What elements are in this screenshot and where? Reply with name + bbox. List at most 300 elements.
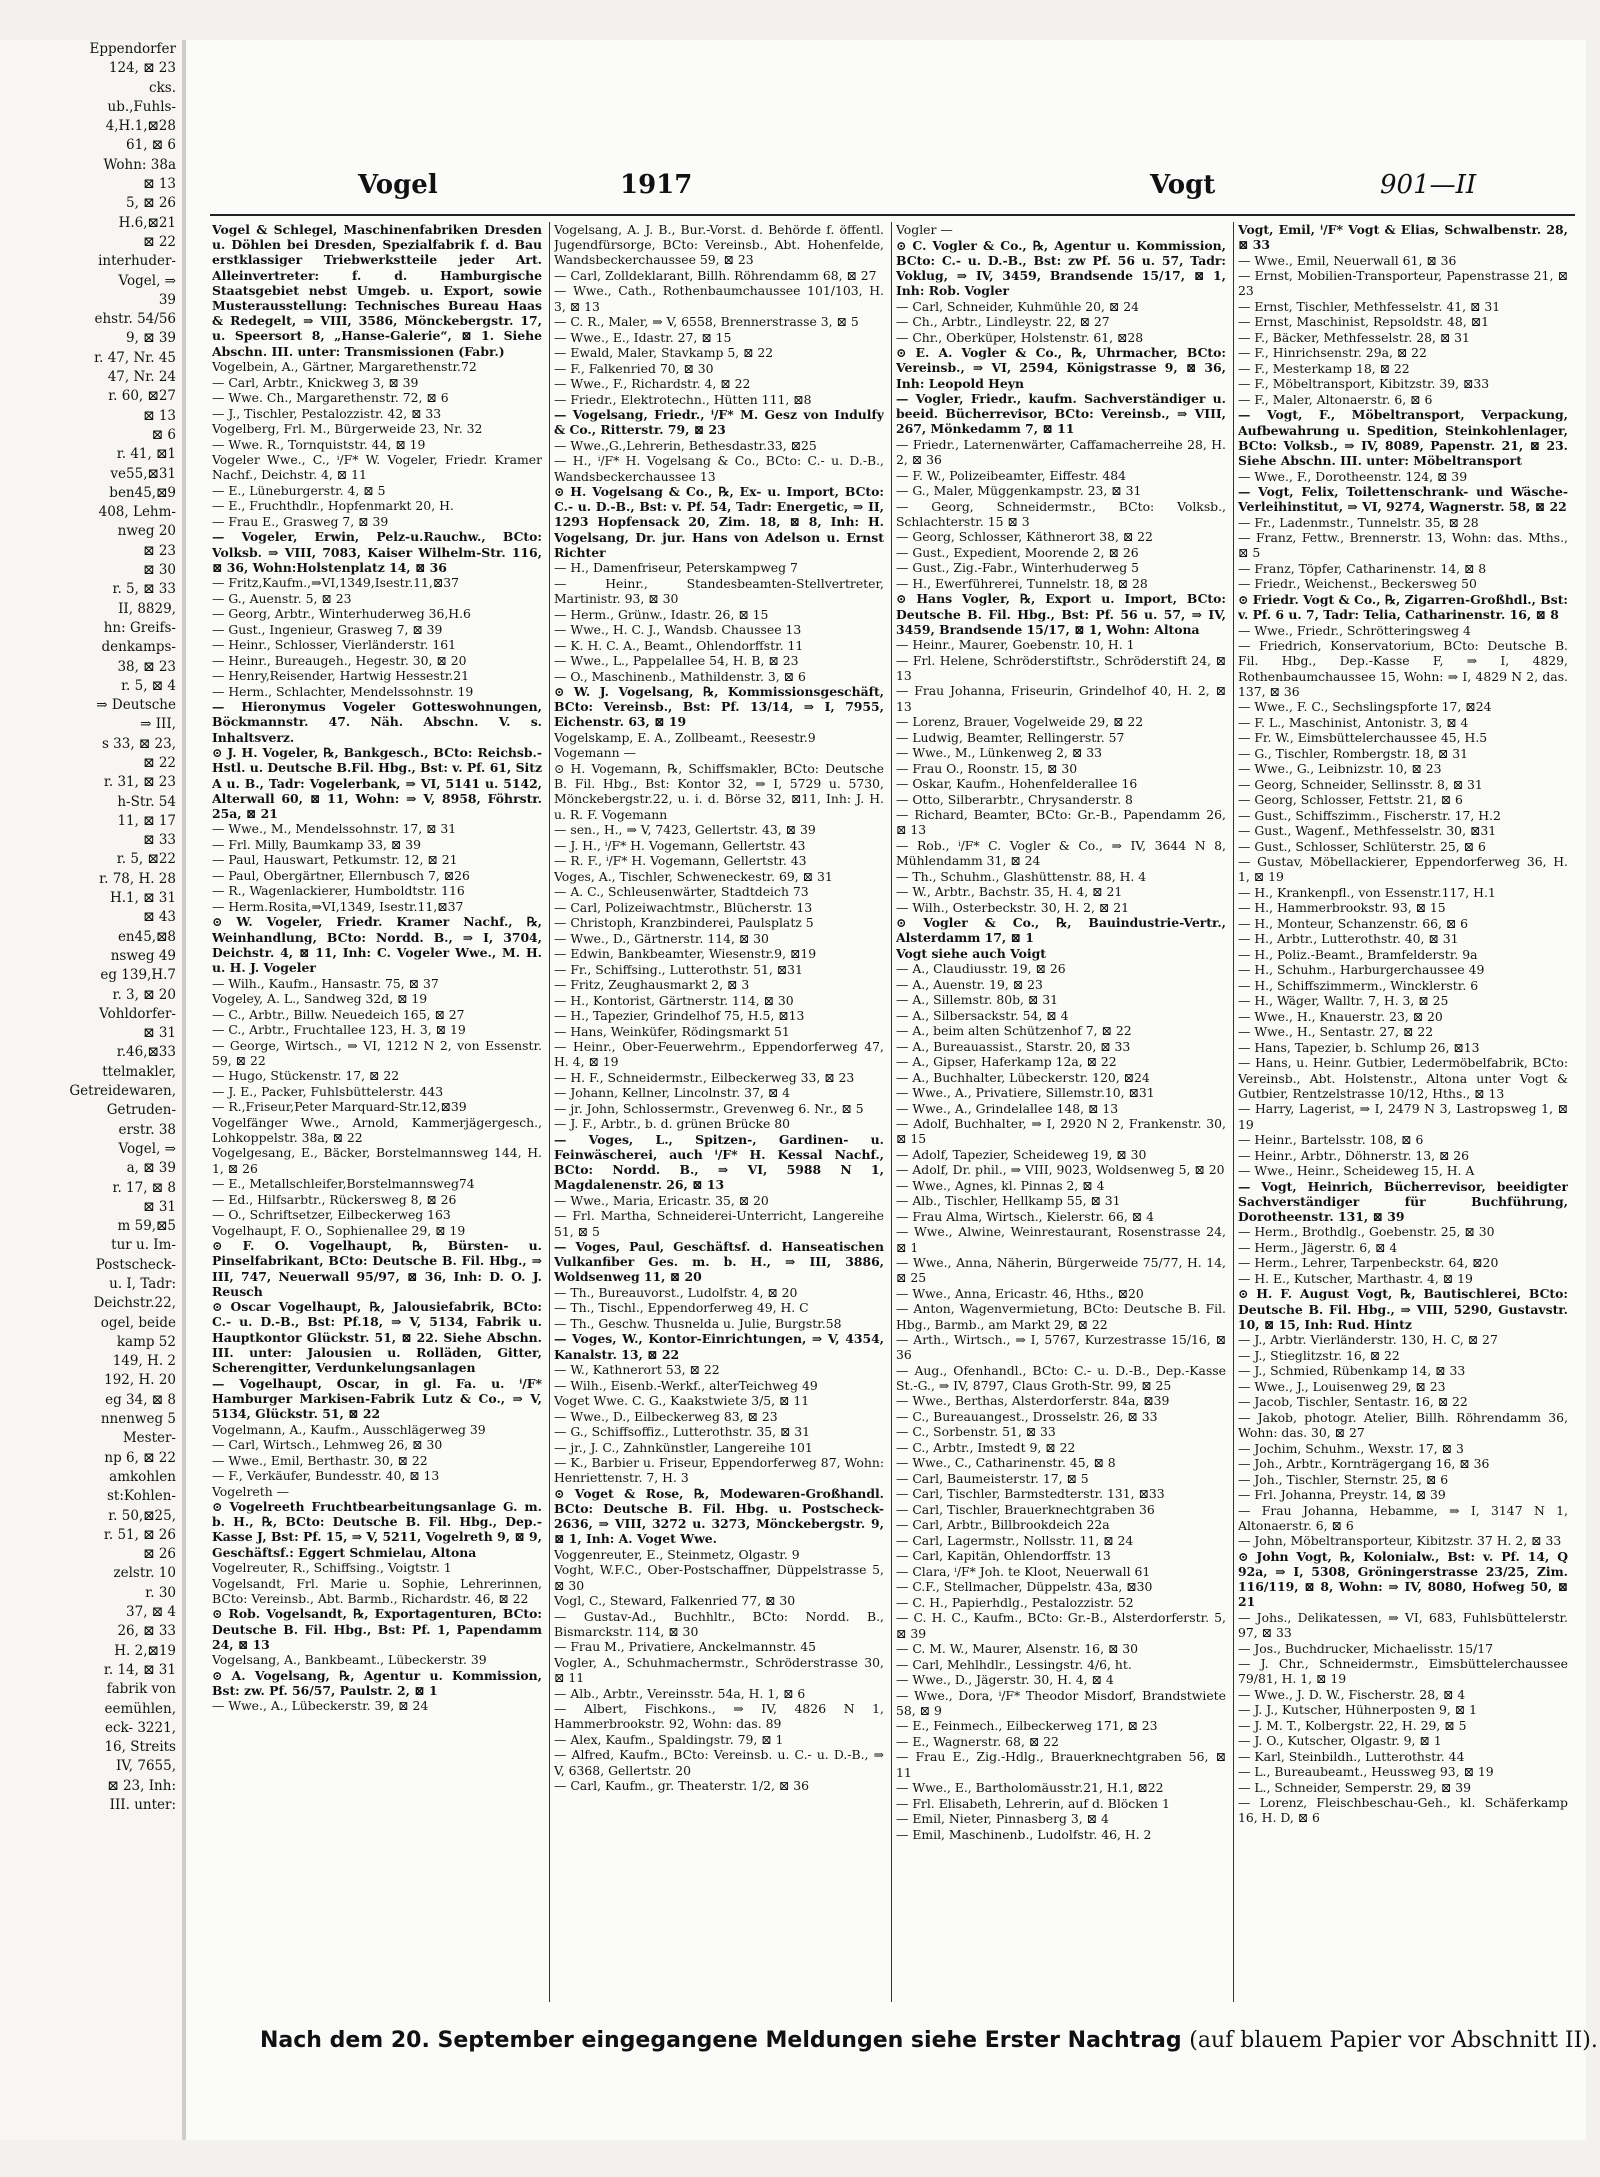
previous-page-line: r. 14, ⊠ 31 [103, 1661, 176, 1678]
directory-entry: — Hieronymus Vogeler Gotteswohnungen, Böckmannstr. 47. Näh. Abschn. V. s. Inhaltsverz. [212, 699, 542, 745]
directory-entry: — Th., Geschw. Thusnelda u. Julie, Burgstr.58 [554, 1315, 842, 1331]
directory-entry: — C. H. C., Kaufm., BCto: Gr.-B., Alsterdorferstr. 5, ⊠ 39 [896, 1610, 1226, 1641]
directory-entry: — Carl, Lagermstr., Nollsstr. 11, ⊠ 24 [896, 1532, 1134, 1548]
directory-entry: — Frl. Helene, Schröderstiftstr., Schröderstift 24, ⊠ 13 [896, 652, 1226, 683]
previous-page-line: ⇒ Deutsche [96, 697, 176, 714]
directory-entry: — C., Bureauangest., Drosselstr. 26, ⊠ 33 [896, 1408, 1158, 1424]
directory-entry: — Ernst, Mobilien-Transporteur, Papenstrasse 21, ⊠ 23 [1238, 268, 1568, 299]
directory-entry: — H., Wäger, Walltr. 7, H. 3, ⊠ 25 [1238, 993, 1449, 1009]
directory-entry: — Georg, Schlosser, Käthnerort 38, ⊠ 22 [896, 529, 1153, 545]
directory-entry: Vogler, A., Schuhmachermstr., Schröderstrasse 30, ⊠ 11 [554, 1654, 884, 1686]
directory-entry: — Friedr., Weichenst., Beckersweg 50 [1238, 576, 1477, 592]
directory-entry: ⊙ A. Vogelsang, ℞, Agentur u. Kommission, Bst: zw. Pf. 56/57, Paulstr. 2, ⊠ 1 [212, 1667, 542, 1698]
directory-entry: — Wwe., Anna, Ericastr. 46, Hths., ⊠20 [896, 1285, 1144, 1301]
directory-entry: — Wwe., C., Catharinenstr. 45, ⊠ 8 [896, 1455, 1116, 1471]
directory-entry: — A., Bureauassist., Starstr. 20, ⊠ 33 [896, 1038, 1131, 1054]
previous-page-line: ⊠ 22 [143, 233, 176, 250]
previous-page-line: ⊠ 43 [143, 909, 176, 926]
directory-entry: — Wwe., D., Eilbeckerweg 83, ⊠ 23 [554, 1408, 778, 1424]
previous-page-line: ⊠ 33 [143, 832, 176, 849]
directory-entry: Vogelsang, A. J. B., Bur.-Vorst. d. Behörde f. öffentl. Jugendfürsorge, BCto: Vereinsb., Abt. Hohenfelde, Wandsbeckerchaussee 59, ⊠ 23 [554, 222, 884, 268]
column-divider [891, 222, 892, 2002]
directory-entry: — Lorenz, Fleischbeschau-Geh., kl. Schäferkamp 16, H. D, ⊠ 6 [1238, 1795, 1568, 1826]
directory-entry: Vogelreth — [212, 1483, 290, 1499]
directory-entry: — Wwe., Dora, ⁱ/F* Theodor Misdorf, Brandstwiete 58, ⊠ 9 [896, 1687, 1226, 1718]
directory-entry: — Ernst, Tischler, Methfesselstr. 41, ⊠ 31 [1238, 298, 1501, 314]
directory-entry: — H. E., Kutscher, Marthastr. 4, ⊠ 19 [1238, 1270, 1473, 1286]
directory-entry: ⊙ Friedr. Vogt & Co., ℞, Zigarren-Großhdl., Bst: v. Pf. 6 u. 7, Tadr: Telia, Catharinenstr. 16, ⊠ 8 [1238, 591, 1568, 623]
directory-entry: — Wwe., Agnes, kl. Pinnas 2, ⊠ 4 [896, 1177, 1105, 1193]
directory-entry: — Wwe., Emil, Berthastr. 30, ⊠ 22 [212, 1452, 428, 1468]
directory-entry: — Fr., Ladenmstr., Tunnelstr. 35, ⊠ 28 [1238, 514, 1479, 530]
previous-page-line: ehstr. 54/56 [94, 311, 176, 328]
directory-entry: — Christoph, Kranzbinderei, Paulsplatz 5 [554, 915, 814, 931]
directory-entry: — Friedr., Laternenwärter, Caffamacherreihe 28, H. 2, ⊠ 36 [896, 436, 1226, 468]
previous-page-line: ogel, beide [100, 1314, 176, 1331]
previous-page-line: H. 2,⊠19 [114, 1642, 176, 1659]
page-number: 901—II [1380, 170, 1477, 200]
directory-entry: — Joh., Tischler, Sternstr. 25, ⊠ 6 [1238, 1471, 1449, 1487]
previous-page-line: ben45,⊠9 [109, 484, 176, 501]
directory-entry: — jr., J. C., Zahnkünstler, Langereihe 101 [554, 1439, 813, 1455]
directory-entry: — H., Schuhm., Harburgerchaussee 49 [1238, 962, 1485, 978]
header-year: 1917 [620, 170, 693, 200]
directory-entry: — Heinr., Bureaugeh., Hegestr. 30, ⊠ 20 [212, 652, 467, 668]
directory-entry: — F., Möbeltransport, Kibitzstr. 39, ⊠33 [1238, 376, 1490, 392]
directory-entry: — H., Ewerführerei, Tunnelstr. 18, ⊠ 28 [896, 575, 1148, 591]
directory-entry: — J. F., Arbtr., b. d. grünen Brücke 80 [554, 1116, 791, 1132]
directory-entry: — R., Wagenlackierer, Humboldtstr. 116 [212, 883, 465, 899]
directory-entry: — Franz, Töpfer, Catharinenstr. 14, ⊠ 8 [1238, 560, 1487, 576]
directory-entry: — Paul, Obergärtner, Ellernbusch 7, ⊠26 [212, 867, 470, 883]
directory-entry: — O., Maschinenb., Mathildenstr. 3, ⊠ 6 [554, 668, 806, 684]
previous-page-line: st:Kohlen- [106, 1488, 176, 1505]
directory-entry: — Georg, Schneider, Sellinsstr. 8, ⊠ 31 [1238, 776, 1483, 792]
directory-entry: ⊙ W. Vogeler, Friedr. Kramer Nachf., ℞, Weinhandlung, BCto: Nordd. B., ⇒ I, 3704, Deichstr. 4, ⊠ 11, Inh: C. Vogeler Wwe., M. H. u. H. J. Vogeler [212, 914, 542, 976]
directory-entry: — Clara, ⁱ/F* Joh. te Kloot, Neuerwall 61 [896, 1563, 1151, 1579]
directory-entry: — E., Fruchthdlr., Hopfenmarkt 20, H. [212, 498, 454, 514]
directory-entry: ⊙ H. F. August Vogt, ℞, Bautischlerei, BCto: Deutsche B. Fil. Hbg., ⇒ VIII, 5290, Gustavstr. 10, ⊠ 15, Inh: Rud. Hintz [1238, 1286, 1568, 1332]
directory-entry: — A., Claudiusstr. 19, ⊠ 26 [896, 961, 1066, 977]
directory-entry: Vogt, Emil, ⁱ/F* Vogt & Elias, Schwalbenstr. 28, ⊠ 33 [1238, 222, 1568, 253]
footer-main-text: Nach dem 20. September eingegangene Meldungen siehe Erster Nachtrag [260, 2028, 1182, 2053]
directory-entry: — Henry,Reisender, Hartwig Hessestr.21 [212, 668, 469, 684]
previous-page-line: erstr. 38 [118, 1121, 176, 1138]
directory-entry: Vogelgesang, E., Bäcker, Borstelmannsweg 144, H. 1, ⊠ 26 [212, 1145, 542, 1176]
directory-entry: — Paul, Hauswart, Petkumstr. 12, ⊠ 21 [212, 852, 458, 868]
directory-entry: — Georg, Schlosser, Fettstr. 21, ⊠ 6 [1238, 792, 1463, 808]
directory-entry: — F., Bäcker, Methfesselstr. 28, ⊠ 31 [1238, 329, 1470, 345]
directory-entry: — Wwe., J. D. W., Fischerstr. 28, ⊠ 4 [1238, 1686, 1466, 1702]
directory-entry: Vogelskamp, E. A., Zollbeamt., Reesestr.9 [554, 729, 816, 745]
directory-entry: — Alb., Tischler, Hellkamp 55, ⊠ 31 [896, 1193, 1121, 1209]
directory-entry: — G., Schiffsoffiz., Lutterothstr. 35, ⊠ 31 [554, 1424, 811, 1440]
previous-page-line: a, ⊠ 39 [126, 1160, 176, 1177]
directory-entry: Vogelhaupt, F. O., Sophienallee 29, ⊠ 19 [212, 1222, 466, 1238]
directory-entry: — Wilh., Eisenb.-Werkf., alterTeichweg 49 [554, 1377, 818, 1393]
previous-page-line: 408, Lehm- [98, 504, 176, 521]
previous-page-line: r. 60, ⊠27 [108, 388, 176, 405]
directory-entry: Vogel & Schlegel, Maschinenfabriken Dresden u. Döhlen bei Dresden, Spezialfabrik f. d. Bau erstklassiger Triebwerkstteile jeder Art. Alleinvertreter: f. d. Hamburgische Staatsgebiet nebst Umgeb. u. Export, sowie Musterausstellung: Technisches Bureau Haas & Redegelt, ⇒ VIII, 3586, Mönckebergstr. 17, u. Speersort 8, „Hanse-Galerie“, ⊠ 1. Siehe Abschn. III. unter: Transmissionen (Fabr.) [212, 222, 542, 359]
directory-entry: — H., Tapezier, Grindelhof 75, H.5, ⊠13 [554, 1008, 805, 1024]
previous-page-line: 5, ⊠ 26 [126, 195, 176, 212]
directory-entry: — Friedrich, Konservatorium, BCto: Deutsche B. Fil. Hbg., Dep.-Kasse F, ⇒ I, 4829, Rothenbaumchaussee 15, Wohn: ⇒ I, 4829 N 2, das. 137, ⊠ 36 [1238, 638, 1568, 699]
directory-entry: — Franz, Fettw., Brennerstr. 13, Wohn: das. Mths., ⊠ 5 [1238, 530, 1568, 561]
directory-entry: — Carl, Polizeiwachtmstr., Blücherstr. 13 [554, 899, 813, 915]
directory-entry: — G., Tischler, Rombergstr. 18, ⊠ 31 [1238, 745, 1469, 761]
directory-entry: — Adolf, Dr. phil., ⇒ VIII, 9023, Woldsenweg 5, ⊠ 20 [896, 1162, 1225, 1178]
directory-entry: — Heinr., Arbtr., Döhnerstr. 13, ⊠ 26 [1238, 1147, 1470, 1163]
directory-entry: — Wwe., M., Mendelssohnstr. 17, ⊠ 31 [212, 821, 457, 837]
directory-entry: — A., Silbersackstr. 54, ⊠ 4 [896, 1007, 1069, 1023]
directory-entry: — Herm., Lehrer, Tarpenbeckstr. 64, ⊠20 [1238, 1255, 1499, 1271]
directory-entry: — Ch., Arbtr., Lindleystr. 22, ⊠ 27 [896, 314, 1110, 330]
previous-page-line: Eppendorfer [89, 41, 176, 57]
previous-page-line: en45,⊠8 [117, 928, 176, 945]
directory-entry: — A., Buchhalter, Lübeckerstr. 120, ⊠24 [896, 1069, 1150, 1085]
directory-entry: — Aug., Ofenhandl., BCto: C.- u. D.-B., Dep.-Kasse St.-G., ⇒ IV, 8797, Claus Groth-Str. 99, ⊠ 25 [896, 1362, 1226, 1393]
directory-entry: — Heinr., Ober-Feuerwehrm., Eppendorferweg 47, H. 4, ⊠ 19 [554, 1039, 884, 1070]
directory-entry: — Vogeler, Erwin, Pelz-u.Rauchw., BCto: Volksb. ⇒ VIII, 7083, Kaiser Wilhelm-Str. 116, ⊠ 36, Wohn:Holstenplatz 14, ⊠ 36 [212, 529, 542, 575]
directory-entry: — Wwe., Heinr., Scheideweg 15, H. A [1238, 1163, 1475, 1179]
previous-page-line: ⊠ 23 [143, 542, 176, 559]
column-divider [1233, 222, 1234, 2002]
previous-page-line: nweg 20 [117, 523, 176, 540]
directory-entry: — Wwe., F., Dorotheenstr. 124, ⊠ 39 [1238, 468, 1468, 484]
previous-page-line: zelstr. 10 [113, 1565, 176, 1582]
directory-entry: — H., ⁱ/F* H. Vogelsang & Co., BCto: C.- u. D.-B., Wandsbeckerchaussee 13 [554, 453, 884, 484]
directory-entry: — Wilh., Kaufm., Hansastr. 75, ⊠ 37 [212, 975, 439, 991]
directory-entry: — C. R., Maler, ⇒ V, 6558, Brennerstrasse 3, ⊠ 5 [554, 314, 859, 330]
directory-entry: — Gust., Schiffszimm., Fischerstr. 17, H.2 [1238, 807, 1501, 823]
directory-entry: ⊙ C. Vogler & Co., ℞, Agentur u. Kommission, BCto: C.- u. D.-B., Bst: zw Pf. 56 u. 57, Tadr: Voklug, ⇒ IV, 3459, Brandsende 15/17, ⊠ 1, Inh: Rob. Vogler [896, 237, 1226, 299]
directory-entry: — Voges, Paul, Geschäftsf. d. Hanseatischen Vulkanfiber Ges. m. b. H., ⇒ III, 3886, Woldsenweg 11, ⊠ 20 [554, 1239, 884, 1285]
directory-entry: — Wwe., A., Privatiere, Sillemstr.10, ⊠31 [896, 1085, 1155, 1101]
directory-entry: — Carl, Arbtr., Knickweg 3, ⊠ 39 [212, 374, 419, 390]
previous-page-line: interhuder- [98, 253, 176, 270]
directory-entry: — Harry, Lagerist, ⇒ I, 2479 N 3, Lastropsweg 1, ⊠ 19 [1238, 1101, 1568, 1132]
directory-entry: — Carl, Schneider, Kuhmühle 20, ⊠ 24 [896, 298, 1139, 314]
directory-entry: Vogl, C., Steward, Falkenried 77, ⊠ 30 [554, 1593, 796, 1609]
directory-entry: — Rob., ⁱ/F* C. Vogler & Co., ⇒ IV, 3644 N 8, Mühlendamm 31, ⊠ 24 [896, 837, 1226, 869]
previous-page-line: Wohn: 38a [103, 156, 176, 173]
previous-page-line: II, 8829, [118, 600, 176, 617]
directory-entry: — Carl, Arbtr., Billbrookdeich 22a [896, 1517, 1110, 1533]
directory-entry: — Carl, Zolldeklarant, Billh. Röhrendamm 68, ⊠ 27 [554, 267, 877, 283]
previous-page-line: eg 34, ⊠ 8 [105, 1391, 176, 1408]
directory-entry: — C., Arbtr., Fruchtallee 123, H. 3, ⊠ 19 [212, 1022, 466, 1038]
directory-entry: — Otto, Silberarbtr., Chrysanderstr. 8 [896, 791, 1133, 807]
directory-entry: — Vogelhaupt, Oscar, in gl. Fa. u. ⁱ/F* Hamburger Markisen-Fabrik Lutz & Co., ⇒ V, 5134, Glückstr. 51, ⊠ 22 [212, 1375, 542, 1421]
directory-entry: — E., Wagnerstr. 68, ⊠ 22 [896, 1733, 1059, 1749]
directory-entry: — Wwe., A., Lübeckerstr. 39, ⊠ 24 [212, 1698, 429, 1714]
previous-page-line: 47, Nr. 24 [107, 369, 176, 386]
directory-entry: — J. H., ⁱ/F* H. Vogemann, Gellertstr. 43 [554, 837, 806, 853]
directory-entry: — John, Möbeltransporteur, Kibitzstr. 37 H. 2, ⊠ 33 [1238, 1533, 1562, 1549]
directory-entry: — Frau Johanna, Friseurin, Grindelhof 40, H. 2, ⊠ 13 [896, 683, 1226, 714]
directory-entry: — H., Monteur, Schanzenstr. 66, ⊠ 6 [1238, 915, 1469, 931]
directory-entry: — Gust., Expedient, Moorende 2, ⊠ 26 [896, 544, 1139, 560]
previous-page-line: Deichstr.22, [93, 1295, 176, 1312]
directory-entry: — J., Arbtr. Vierländerstr. 130, H. C, ⊠ 27 [1238, 1332, 1498, 1348]
previous-page-line: r. 17, ⊠ 8 [112, 1179, 176, 1196]
directory-entry: — Wwe., Berthas, Alsterdorferstr. 84a, ⊠39 [896, 1393, 1170, 1409]
previous-page-line: IV, 7655, [116, 1758, 176, 1775]
directory-entry: — R. F., ⁱ/F* H. Vogemann, Gellertstr. 43 [554, 853, 807, 869]
directory-entry: ⊙ H. Vogelsang & Co., ℞, Ex- u. Import, BCto: C.- u. D.-B., Bst: v. Pf. 54, Tadr: Energetic, ⇒ II, 1293 Hopfensack 20, Zim. 18, ⊠ 8, Inh: H. Vogelsang, Dr. jur. Hans von Adelson u. Ernst Richter [554, 484, 884, 560]
directory-entry: — Lorenz, Brauer, Vogelweide 29, ⊠ 22 [896, 714, 1144, 730]
directory-entry: ⊙ Voget & Rose, ℞, Modewaren-Großhandl. BCto: Deutsche B. Fil. Hbg. u. Postscheck- 2636, ⇒ VIII, 3272 u. 3273, Mönckebergstr. 9, ⊠ 1, Inh: A. Voget Wwe. [554, 1485, 884, 1547]
directory-entry: — Wwe., H. C. J., Wandsb. Chaussee 13 [554, 622, 802, 638]
directory-entry: — F. L., Maschinist, Antonistr. 3, ⊠ 4 [1238, 714, 1469, 730]
previous-page-line: H.6,⊠21 [118, 214, 176, 231]
directory-entry: — sen., H., ⇒ V, 7423, Gellertstr. 43, ⊠ 39 [554, 822, 816, 838]
previous-page-line: Vogel, ⇒ [118, 272, 176, 289]
header-rule [210, 214, 1575, 216]
directory-entry: — Wwe., Maria, Ericastr. 35, ⊠ 20 [554, 1192, 769, 1208]
directory-entry: ⊙ Hans Vogler, ℞, Export u. Import, BCto: Deutsche B. Fil. Hbg., Bst: Pf. 56 u. 57, ⇒ IV, 3459, Brandsende 15/17, ⊠ 1, Wohn: Altona [896, 591, 1226, 637]
previous-page-line: Getreidewaren, [69, 1083, 176, 1100]
previous-page-line: 9, ⊠ 39 [126, 330, 176, 347]
directory-entry: — Fritz,Kaufm.,⇒VI,1349,Isestr.11,⊠37 [212, 575, 460, 591]
directory-entry: Vogemann — [554, 745, 636, 761]
previous-page-line: nnenweg 5 [100, 1411, 176, 1428]
previous-page-line: nsweg 49 [110, 947, 176, 964]
directory-entry: — H., Poliz.-Beamt., Bramfelderstr. 9a [1238, 946, 1478, 962]
directory-entry: — Hugo, Stückenstr. 17, ⊠ 22 [212, 1068, 400, 1084]
directory-entry: — Wwe., A., Grindelallee 148, ⊠ 13 [896, 1100, 1119, 1116]
directory-entry: — Herm., Grünw., Idastr. 26, ⊠ 15 [554, 606, 769, 622]
previous-page-line: m 59,⊠5 [117, 1218, 176, 1235]
previous-page-line: ⊠ 13 [143, 176, 176, 193]
previous-page-line: kamp 52 [116, 1333, 176, 1350]
directory-entry: Voggenreuter, E., Steinmetz, Olgastr. 9 [554, 1546, 800, 1562]
directory-entry: — Albert, Fischkons., ⇒ IV, 4826 N 1, Hammerbrookstr. 92, Wohn: das. 89 [554, 1701, 884, 1732]
previous-page-line: ⊠ 6 [151, 426, 176, 443]
directory-entry: — F., Hinrichsenstr. 29a, ⊠ 22 [1238, 345, 1427, 361]
previous-page-line: ve55,⊠31 [110, 465, 176, 482]
directory-entry: — J. O., Kutscher, Olgastr. 9, ⊠ 1 [1238, 1733, 1442, 1749]
directory-entry: — Wwe., D., Jägerstr. 30, H. 4, ⊠ 4 [896, 1672, 1114, 1688]
directory-entry: — C., Arbtr., Imstedt 9, ⊠ 22 [896, 1439, 1076, 1455]
directory-entry: — R.,Friseur,Peter Marquard-Str.12,⊠39 [212, 1099, 467, 1115]
previous-page-line: Mester- [122, 1430, 176, 1447]
directory-entry: — J., Tischler, Pestalozzistr. 42, ⊠ 33 [212, 405, 442, 421]
directory-entry: ⊙ Vogelreeth Fruchtbearbeitungsanlage G. m. b. H., ℞, BCto: Deutsche B. Fil. Hbg., Dep.-Kasse J, Bst: Pf. 15, ⇒ V, 5211, Vogelreth 9, ⊠ 9, Geschäftsf.: Eggert Schmielau, Altona [212, 1499, 542, 1560]
directory-entry: — Wwe., Alwine, Weinrestaurant, Rosenstrasse 24, ⊠ 1 [896, 1224, 1226, 1255]
directory-entry: — Wwe., D., Gärtnerstr. 114, ⊠ 30 [554, 930, 769, 946]
directory-entry: — Ludwig, Beamter, Rellingerstr. 57 [896, 729, 1125, 745]
directory-entry: — Fritz, Zeughausmarkt 2, ⊠ 3 [554, 977, 750, 993]
header-right-keyword: Vogt [1150, 170, 1216, 200]
directory-entry: — Johs., Delikatessen, ⇒ VI, 683, Fuhlsbüttelerstr. 97, ⊠ 33 [1238, 1609, 1568, 1641]
directory-entry: — L., Bureaubeamt., Heussweg 93, ⊠ 19 [1238, 1764, 1494, 1780]
previous-page-line: tur u. Im- [111, 1237, 176, 1254]
directory-entry: — Wwe.,G.,Lehrerin, Bethesdastr.33, ⊠25 [554, 437, 817, 453]
directory-entry: — H., Krankenpfl., von Essenstr.117, H.1 [1238, 884, 1496, 900]
directory-entry: — Ernst, Maschinist, Repsoldstr. 48, ⊠1 [1238, 314, 1489, 330]
directory-entry: — A., beim alten Schützenhof 7, ⊠ 22 [896, 1023, 1132, 1039]
directory-entry: — Th., Schuhm., Glashüttenstr. 88, H. 4 [896, 868, 1147, 884]
directory-entry: ⊙ H. Vogemann, ℞, Schiffsmakler, BCto: Deutsche B. Fil. Hbg., Bst: Kontor 32, ⇒ I, 5729 u. 5730, Mönckebergstr.22, u. i. d. Börse 32, ⊠11, Inh: J. H. u. R. F. Vogemann [554, 760, 884, 822]
directory-entry: — Jos., Buchdrucker, Michaelisstr. 15/17 [1238, 1640, 1494, 1656]
previous-page-line: eemühlen, [104, 1700, 176, 1717]
directory-entry: — Carl, Kaufm., gr. Theaterstr. 1/2, ⊠ 36 [554, 1778, 809, 1793]
directory-entry: — Herm., Schlachter, Mendelssohnstr. 19 [212, 683, 474, 699]
directory-entry: — Jochim, Schuhm., Wexstr. 17, ⊠ 3 [1238, 1440, 1464, 1456]
previous-page-line: r. 31, ⊠ 23 [103, 774, 176, 791]
directory-entry: — Edwin, Bankbeamter, Wiesenstr.9, ⊠19 [554, 946, 817, 962]
previous-page-line: H.1, ⊠ 31 [109, 890, 176, 907]
previous-page-line: 192, H. 20 [104, 1372, 176, 1389]
directory-entry: — Herm., Jägerstr. 6, ⊠ 4 [1238, 1239, 1398, 1255]
directory-entry: — Wwe., M., Lünkenweg 2, ⊠ 33 [896, 745, 1102, 761]
directory-entry: — Herm.Rosita,⇒VI,1349, Isestr.11,⊠37 [212, 898, 464, 914]
directory-entry: — Emil, Maschinenb., Ludolfstr. 46, H. 2 [896, 1826, 1152, 1842]
previous-page-line: u. I, Tadr: [109, 1276, 176, 1292]
previous-page-line: h-Str. 54 [117, 793, 176, 810]
directory-entry: — George, Wirtsch., ⇒ VI, 1212 N 2, von Essenstr. 59, ⊠ 22 [212, 1037, 542, 1068]
directory-entry: — Vogler, Friedr., kaufm. Sachverständiger u. beeid. Bücherrevisor, BCto: Vereinsb., ⇒ VIII, 267, Mönkedamm 7, ⊠ 11 [896, 391, 1226, 437]
directory-entry: — Wwe. Ch., Margarethenstr. 72, ⊠ 6 [212, 390, 449, 406]
directory-entry: ⊙ Vogler & Co., ℞, Bauindustrie-Vertr., Alsterdamm 17, ⊠ 1 [896, 915, 1226, 946]
directory-entry: — Wwe., H., Knauerstr. 23, ⊠ 20 [1238, 1008, 1443, 1024]
previous-page-line: 26, ⊠ 33 [117, 1623, 176, 1640]
previous-page-line: r. 5, ⊠ 4 [121, 677, 176, 694]
directory-entry: — Anton, Wagenvermietung, BCto: Deutsche B. Fil. Hbg., Barmb., am Markt 29, ⊠ 22 [896, 1301, 1226, 1332]
previous-page-line: Vogel, ⇒ [118, 1140, 176, 1157]
directory-entry: Vogelbein, A., Gärtner, Margarethenstr.72 [212, 359, 477, 375]
directory-entry: — G., Maler, Müggenkampstr. 23, ⊠ 31 [896, 483, 1142, 499]
directory-entry: Vogelsandt, Frl. Marie u. Sophie, Lehrerinnen, BCto: Vereinsb., Abt. Barmb., Richardstr. 46, ⊠ 22 [212, 1575, 542, 1606]
directory-column-2 [554, 222, 884, 2002]
directory-entry: — Hans, Tapezier, b. Schlump 26, ⊠13 [1238, 1039, 1480, 1055]
previous-page-line: cks. [149, 79, 176, 96]
directory-entry: — Vogelsang, Friedr., ⁱ/F* M. Gesz von Indulfy & Co., Ritterstr. 79, ⊠ 23 [554, 407, 884, 438]
directory-entry: — A., Gipser, Haferkamp 12a, ⊠ 22 [896, 1054, 1117, 1070]
previous-page-line: 149, H. 2 [112, 1353, 176, 1370]
previous-page-line: r. 41, ⊠1 [116, 446, 176, 463]
directory-entry: — Alex, Kaufm., Spaldingstr. 79, ⊠ 1 [554, 1731, 784, 1747]
previous-page-line: ⊠ 31 [143, 1025, 176, 1042]
directory-entry: — Frl. Johanna, Preystr. 14, ⊠ 39 [1238, 1487, 1446, 1503]
directory-entry: — Johann, Kellner, Lincolnstr. 37, ⊠ 4 [554, 1085, 791, 1101]
directory-entry: — C., Sorbenstr. 51, ⊠ 33 [896, 1424, 1056, 1440]
directory-entry: — Wwe., H., Sentastr. 27, ⊠ 22 [1238, 1024, 1434, 1040]
previous-page-line: ⊠ 26 [143, 1546, 176, 1563]
directory-entry: — Heinr., Maurer, Goebenstr. 10, H. 1 [896, 637, 1135, 653]
directory-entry: — C. H., Papierhdlg., Pestalozzistr. 52 [896, 1594, 1134, 1610]
previous-page-line: r. 50,⊠25, [108, 1507, 176, 1524]
previous-page-line: III. unter: [109, 1797, 176, 1814]
directory-entry: — Vogt, F., Möbeltransport, Verpackung, Aufbewahrung u. Spedition, Steinkohlenlager, BCto: Volksb., ⇒ IV, 8089, Papenstr. 21, ⊠ 23. Siehe Abschn. III. unter: Möbeltransport [1238, 407, 1568, 469]
previous-page-line: ⊠ 13 [143, 407, 176, 424]
previous-page-line: 61, ⊠ 6 [126, 137, 176, 154]
directory-entry: — W., Kathnerort 53, ⊠ 22 [554, 1362, 720, 1378]
directory-column-3 [896, 222, 1226, 2002]
directory-entry: — Jakob, photogr. Atelier, Billh. Röhrendamm 36, Wohn: das. 30, ⊠ 27 [1238, 1409, 1568, 1441]
previous-page-line: np 6, ⊠ 22 [104, 1449, 176, 1466]
directory-entry: — F., Mesterkamp 18, ⊠ 22 [1238, 360, 1410, 376]
directory-entry: — Frau E., Grasweg 7, ⊠ 39 [212, 513, 389, 529]
directory-entry: Vogelmann, A., Kaufm., Ausschlägerweg 39 [212, 1421, 486, 1437]
directory-entry: — Carl, Kapitän, Ohlendorffstr. 13 [896, 1548, 1111, 1564]
directory-entry: — Emil, Nieter, Pinnasberg 3, ⊠ 4 [896, 1811, 1109, 1827]
directory-entry: — K., Barbier u. Friseur, Eppendorferweg 87, Wohn: Henriettenstr. 7, H. 3 [554, 1455, 884, 1486]
directory-entry: — Carl, Mehlhdlr., Lessingstr. 4/6, ht. [896, 1656, 1132, 1672]
directory-entry: — J., Schmied, Rübenkamp 14, ⊠ 33 [1238, 1363, 1466, 1379]
previous-page-line: s 33, ⊠ 23, [101, 735, 176, 752]
directory-entry: — Gust., Wagenf., Methfesselstr. 30, ⊠31 [1238, 823, 1497, 839]
directory-entry: Vogelberg, Frl. M., Bürgerweide 23, Nr. 32 [212, 421, 483, 437]
directory-entry: Voget Wwe. C. G., Kaakstwiete 3/5, ⊠ 11 [554, 1393, 810, 1409]
directory-entry: — Carl, Tischler, Brauerknechtgraben 36 [896, 1501, 1155, 1517]
previous-page-line: denkamps- [101, 639, 176, 656]
directory-entry: — C. M. W., Maurer, Alsenstr. 16, ⊠ 30 [896, 1641, 1139, 1657]
directory-entry: Vogelreuter, R., Schiffsing., Voigtstr. 1 [212, 1560, 452, 1576]
directory-entry: — Vogt, Felix, Toilettenschrank- und Wäsche-Verleihinstitut, ⇒ VI, 9274, Wagnerstr. 58, ⊠ 22 [1238, 484, 1568, 515]
directory-entry: Vogler — [896, 222, 953, 237]
directory-entry: — Hans, u. Heinr. Gutbier, Ledermöbelfabrik, BCto: Vereinsb., Abt. Holstenstr., Altona unter Vogt & Gutbier, Rentzelstrasse 10/12, Hths., ⊠ 13 [1238, 1055, 1568, 1101]
previous-page-strip [0, 40, 185, 2140]
directory-entry: — Oskar, Kaufm., Hohenfelderallee 16 [896, 776, 1138, 792]
previous-page-line: 11, ⊠ 17 [117, 812, 176, 829]
directory-entry: — E., Lüneburgerstr. 4, ⊠ 5 [212, 482, 386, 498]
directory-entry: — Fr. W., Eimsbüttelerchaussee 45, H.5 [1238, 730, 1488, 746]
directory-entry: — jr. John, Schlossermstr., Grevenweg 6. Nr., ⊠ 5 [554, 1100, 864, 1116]
directory-entry: — H., Hammerbrookstr. 93, ⊠ 15 [1238, 900, 1446, 916]
directory-entry: — Heinr., Schlosser, Vierländerstr. 161 [212, 637, 456, 653]
directory-entry: — Ewald, Maler, Stavkamp 5, ⊠ 22 [554, 345, 774, 361]
directory-entry: — Friedr., Elektrotechn., Hütten 111, ⊠8 [554, 391, 812, 407]
directory-entry: — Frau Johanna, Hebamme, ⇒ I, 3147 N 1, Altonaerstr. 6, ⊠ 6 [1238, 1502, 1568, 1533]
directory-entry: ⊙ Rob. Vogelsandt, ℞, Exportagenturen, BCto: Deutsche B. Fil. Hbg., Bst: Pf. 1, Papendamm 24, ⊠ 13 [212, 1606, 542, 1652]
directory-entry: — Gustav-Ad., Buchhltr., BCto: Nordd. B., Bismarckstr. 114, ⊠ 30 [554, 1608, 884, 1639]
directory-entry: — Carl, Wirtsch., Lehmweg 26, ⊠ 30 [212, 1437, 443, 1452]
previous-page-line: r. 78, H. 28 [99, 870, 176, 887]
directory-entry: — J. Chr., Schneidermstr., Eimsbüttelerchaussee 79/81, H. 1, ⊠ 19 [1238, 1656, 1568, 1687]
directory-entry: — E., Metallschleifer,Borstelmannsweg74 [212, 1176, 475, 1192]
directory-entry: — Karl, Steinbildh., Lutterothstr. 44 [1238, 1748, 1465, 1764]
directory-entry: — Alfred, Kaufm., BCto: Vereinsb. u. C.- u. D.-B., ⇒ V, 6368, Gellertstr. 20 [554, 1747, 884, 1778]
directory-entry: — A., Sillemstr. 80b, ⊠ 31 [896, 992, 1058, 1008]
directory-entry: — Gustav, Möbellackierer, Eppendorferweg 36, H. 1, ⊠ 19 [1238, 854, 1568, 885]
directory-entry: — Wwe., E., Bartholomäusstr.21, H.1, ⊠22 [896, 1780, 1164, 1796]
directory-entry: — Arth., Wirtsch., ⇒ I, 5767, Kurzestrasse 15/16, ⊠ 36 [896, 1332, 1226, 1363]
directory-entry: — Frau O., Roonstr. 15, ⊠ 30 [896, 760, 1078, 776]
directory-entry: — F., Verkäufer, Bundesstr. 40, ⊠ 13 [212, 1468, 440, 1483]
previous-page-line: Getruden- [106, 1102, 176, 1119]
directory-entry: — Carl, Tischler, Barmstedterstr. 131, ⊠33 [896, 1486, 1165, 1502]
directory-entry: — Th., Bureauvorst., Ludolfstr. 4, ⊠ 20 [554, 1284, 798, 1300]
directory-entry: — J. E., Packer, Fuhlsbüttelerstr. 443 [212, 1083, 444, 1099]
previous-page-line: Postscheck- [95, 1256, 176, 1273]
column-divider [549, 222, 550, 2002]
previous-page-line: eck- 3221, [105, 1719, 176, 1736]
footer-paren-text: (auf blauem Papier vor Abschnitt II). [1189, 2028, 1598, 2053]
directory-entry: — Georg, Schneidermstr., BCto: Volksb., Schlachterstr. 15 ⊠ 3 [896, 498, 1226, 529]
footer-note [260, 2028, 1598, 2053]
previous-page-line: eg 139,H.7 [100, 967, 176, 984]
previous-page-line: ⊠ 22 [143, 754, 176, 771]
directory-entry: ⊙ J. H. Vogeler, ℞, Bankgesch., BCto: Reichsb.-Hstl. u. Deutsche B.Fil. Hbg., Bst: v. Pf. 61, Sitz A u. B., Tadr: Vogelerbank, ⇒ VI, 5141 u. 5142, Alterwall 60, ⊠ 11, Wohn: ⇒ V, 8958, Föhrstr. 25a, ⊠ 21 [212, 745, 542, 821]
directory-entry: — Frl. Martha, Schneiderei-Unterricht, Langereihe 51, ⊠ 5 [554, 1208, 884, 1239]
directory-entry: — Wwe., L., Pappelallee 54, H. B, ⊠ 23 [554, 653, 799, 669]
previous-page-line: 39 [158, 291, 176, 308]
previous-page-line: 37, ⊠ 4 [126, 1604, 176, 1621]
directory-entry: — Frl. Milly, Baumkamp 33, ⊠ 39 [212, 836, 421, 852]
directory-entry: — Adolf, Tapezier, Scheideweg 19, ⊠ 30 [896, 1146, 1147, 1162]
